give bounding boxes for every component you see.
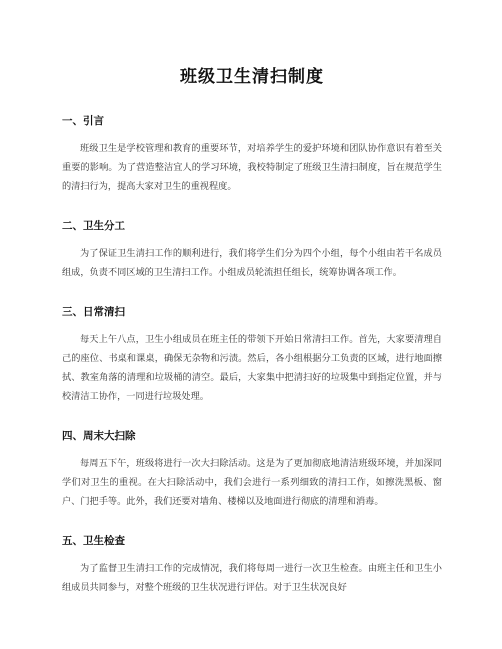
section-heading: 五、卫生检查 [62, 535, 125, 547]
section-paragraph: 班级卫生是学校管理和教育的重要环节，对培养学生的爱护环境和团队协作意识有着至关重要的影响。为了营造整洁宜人的学习环境，我校特制定了班级卫生清扫制度，旨在规范学生的清扫行为，提高大家对卫生的重视程度。 [62, 143, 442, 192]
section-heading: 三、日常清扫 [62, 306, 125, 318]
section-heading: 一、引言 [62, 115, 104, 127]
section-paragraph: 为了保证卫生清扫工作的顺利进行，我们将学生们分为四个小组，每个小组由若干名成员组成，负责不同区域的卫生清扫工作。小组成员轮流担任组长，统筹协调各项工作。 [62, 248, 442, 278]
section-heading: 四、周末大扫除 [62, 430, 136, 442]
section-paragraph: 每天上午八点，卫生小组成员在班主任的带领下开始日常清扫工作。首先，大家要清理自己的座位、书桌和课桌，确保无杂物和污渍。然后，各小组根据分工负责的区域，进行地面擦拭、教室角落的清理和垃圾桶的清空。最后，大家集中把清扫好的垃圾集中到指定位置，并与校清洁工协作，一同进行垃圾处理。 [62, 334, 442, 402]
section-heading: 二、卫生分工 [62, 220, 125, 232]
section-division-of-duties [62, 218, 442, 282]
section-inspection [62, 533, 442, 597]
section-paragraph: 为了监督卫生清扫工作的完成情况，我们将每周一进行一次卫生检查。由班主任和卫生小组成员共同参与，对整个班级的卫生状况进行评估。对于卫生状况良好 [62, 563, 442, 593]
section-weekend-cleaning [62, 428, 442, 511]
section-paragraph: 每周五下午，班级将进行一次大扫除活动。这是为了更加彻底地清洁班级环境，并加深同学们对卫生的重视。在大扫除活动中，我们会进行一系列细致的清扫工作，如擦洗黑板、窗户、门把手等。此外，我们还要对墙角、楼梯以及地面进行彻底的清理和消毒。 [62, 458, 442, 507]
section-daily-cleaning [62, 304, 442, 406]
section-introduction [62, 113, 442, 196]
document-title: 班级卫生清扫制度 [180, 67, 324, 87]
